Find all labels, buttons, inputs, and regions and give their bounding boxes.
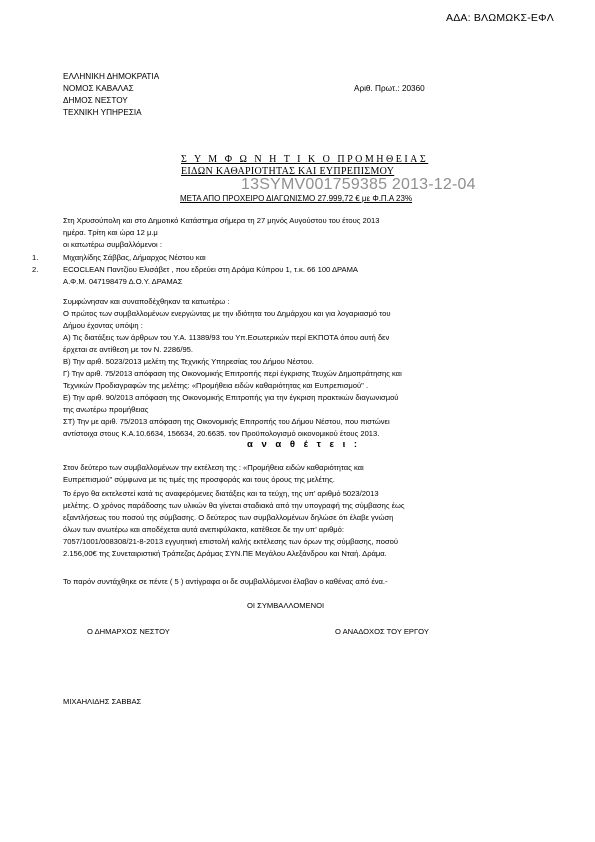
assignment-line-1: Στον δεύτερο των συμβαλλομένων την εκτέλεση της : «Προμήθεια ειδών καθαριότητας και xyxy=(63,463,364,472)
body-line-4: όλων των ανωτέρω και αποδέχεται αυτά ανεπιφύλακτα, κατέθεσε δε την υπ’ αριθμό: xyxy=(63,525,345,534)
ada-code: ΑΔΑ: ΒΛΩΜΩΚΣ-ΕΦΛ xyxy=(446,12,554,24)
consideration-line-1: Α) Τις διατάξεις των άρθρων του Υ.Α. 11389/93 του Υπ.Εσωτερικών περί ΕΚΠΟΤΑ όπου αυτή δεν xyxy=(63,333,390,342)
body-line-1: Το έργο θα εκτελεστεί κατά τις αναφερόμενες διατάξεις και τα τεύχη, της υπ’ αριθμό 5023/2013 xyxy=(63,489,379,498)
document-title: Σ Υ Μ Φ Ω Ν Η Τ Ι Κ Ο ΠΡΟΜΗΘΕΙΑΣ xyxy=(181,154,429,165)
consideration-line-6: Ε) Την αριθ. 90/2013 απόφαση της Οικονομικής Επιτροπής για την έγκριση πρακτικών διαγωνισμού xyxy=(63,393,399,402)
agreed-line: Συμφώνησαν και συναποδέχθηκαν τα κατωτέρω : xyxy=(63,297,230,306)
assignment-line-2: Ευπρεπισμού" σύμφωνα με τις τιμές της προσφοράς και τους όρους της μελέτης. xyxy=(63,475,335,484)
consideration-line-9: αντίστοιχα στους Κ.Α.10.6634, 156634, 20.6635. τον Προϋπολογισμό οικονομικού έτους 2013. xyxy=(63,429,380,438)
header-line-2: ΝΟΜΟΣ ΚΑΒΑΛΑΣ xyxy=(63,84,134,93)
header-line-4: ΤΕΧΝΙΚΗ ΥΠΗΡΕΣΙΑ xyxy=(63,108,142,117)
party-2-text: ECOCLEAN Παντζίου Ελισάβετ , που εδρεύει στη Δράμα Κύπρου 1, τ.κ. 66 100 ΔΡΑΜΑ xyxy=(63,265,358,274)
consideration-line-7: της ανωτέρω προμήθειας xyxy=(63,405,149,414)
party-1-text: Μιχαηλίδης Σάββας, Δήμαρχος Νέστου και xyxy=(63,253,206,262)
signature-contractor-title: Ο ΑΝΑΔΟΧΟΣ ΤΟΥ ΕΡΓΟΥ xyxy=(335,627,429,636)
body-line-6: 2.156,00€ της Συνεταιριστική Τράπεζας Δράμας ΣΥΝ.ΠΕ Μεγάλου Αλεξάνδρου και Νταή. Δράμα. xyxy=(63,549,387,558)
body-line-5: 7057/1001/008308/21-8-2013 εγγυητική επιστολή καλής εκτέλεσης των όρων της σύμβασης, ποσού xyxy=(63,537,399,546)
procedure-line: ΜΕΤΑ ΑΠΟ ΠΡΟΧΕΙΡΟ ΔΙΑΓΩΝΙΣΜΟ 27.999,72 € με Φ.Π.Α 23% xyxy=(180,194,413,203)
consideration-line-3: Β) Την αριθ. 5023/2013 μελέτη της Τεχνικής Υπηρεσίας του Δήμου Νέστου. xyxy=(63,357,314,366)
first-party-line-1: Ο πρώτος των συμβαλλομένων ενεργώντας με την ιδιότητα του Δημάρχου και για λογαριασμό του xyxy=(63,309,391,318)
header-line-3: ΔΗΜΟΣ ΝΕΣΤΟΥ xyxy=(63,96,128,105)
intro-line-1: Στη Χρυσούπολη και στο Δημοτικό Κατάστημα σήμερα τη 27 μηνός Αυγούστου του έτους 2013 xyxy=(63,216,380,225)
consideration-line-2: έρχεται σε αντίθεση με τον Ν. 2286/95. xyxy=(63,345,193,354)
party-2-tax-id: Α.Φ.Μ. 047198479 Δ.Ο.Υ. ΔΡΑΜΑΣ xyxy=(63,277,183,286)
first-party-line-2: Δήμου έχοντας υπόψη : xyxy=(63,321,143,330)
signature-mayor-name: ΜΙΧΑΗΛΙΔΗΣ ΣΑΒΒΑΣ xyxy=(63,697,142,706)
consideration-line-4: Γ) Την αριθ. 75/2013 απόφαση της Οικονομικής Επιτροπής περί έγκρισης Τευχών Δημοπράτησης και xyxy=(63,369,402,378)
body-line-2: μελέτης. Ο χρόνος παράδοσης των υλικών θα γίνεται σταδιακά από την υπογραφή της σύμβασης έως xyxy=(63,501,405,510)
consideration-line-8: ΣΤ) Την με αριθ. 75/2013 απόφαση της Οικονομικής Επιτροπής του Δήμου Νέστου, που πιστώνει xyxy=(63,417,390,426)
document-subject: ΕΙΔΩΝ ΚΑΘΑΡΙΟΤΗΤΑΣ ΚΑΙ ΕΥΠΡΕΠΙΣΜΟΥ xyxy=(181,166,395,177)
closing-line: Το παρόν συντάχθηκε σε πέντε ( 5 ) αντίγραφα οι δε συμβαλλόμενοι έλαβαν ο καθένας από ένα.- xyxy=(63,577,388,586)
body-line-3: εξαντλήσεως του ποσού της σύμβασης. Ο δεύτερος των συμβαλλομένων δηλώσε ότι έλαβε γνώση xyxy=(63,513,394,522)
intro-line-2: ημέρα. Τρίτη και ώρα 12 μ.μ xyxy=(63,228,158,237)
intro-line-3: οι κατωτέρω συμβαλλόμενοι : xyxy=(63,240,162,249)
party-2-number: 2. xyxy=(32,265,39,274)
protocol-number: Αριθ. Πρωτ.: 20360 xyxy=(354,84,425,93)
diavgeia-stamp: 13SYMV001759385 2013-12-04 xyxy=(241,176,476,193)
signature-mayor-title: Ο ΔΗΜΑΡΧΟΣ ΝΕΣΤΟΥ xyxy=(87,627,170,636)
party-1-number: 1. xyxy=(32,253,39,262)
header-line-1: ΕΛΛΗΝΙΚΗ ΔΗΜΟΚΡΑΤΙΑ xyxy=(63,72,160,81)
assigns-heading: α ν α θ έ τ ε ι : xyxy=(247,439,361,450)
consideration-line-5: Τεχνικών Προδιαγραφών της μελέτης: «Προμήθεια ειδών καθαριότητας και Ευπρεπισμού" . xyxy=(63,381,369,390)
signatures-heading: ΟΙ ΣΥΜΒΑΛΛΟΜΕΝΟΙ xyxy=(247,601,325,610)
